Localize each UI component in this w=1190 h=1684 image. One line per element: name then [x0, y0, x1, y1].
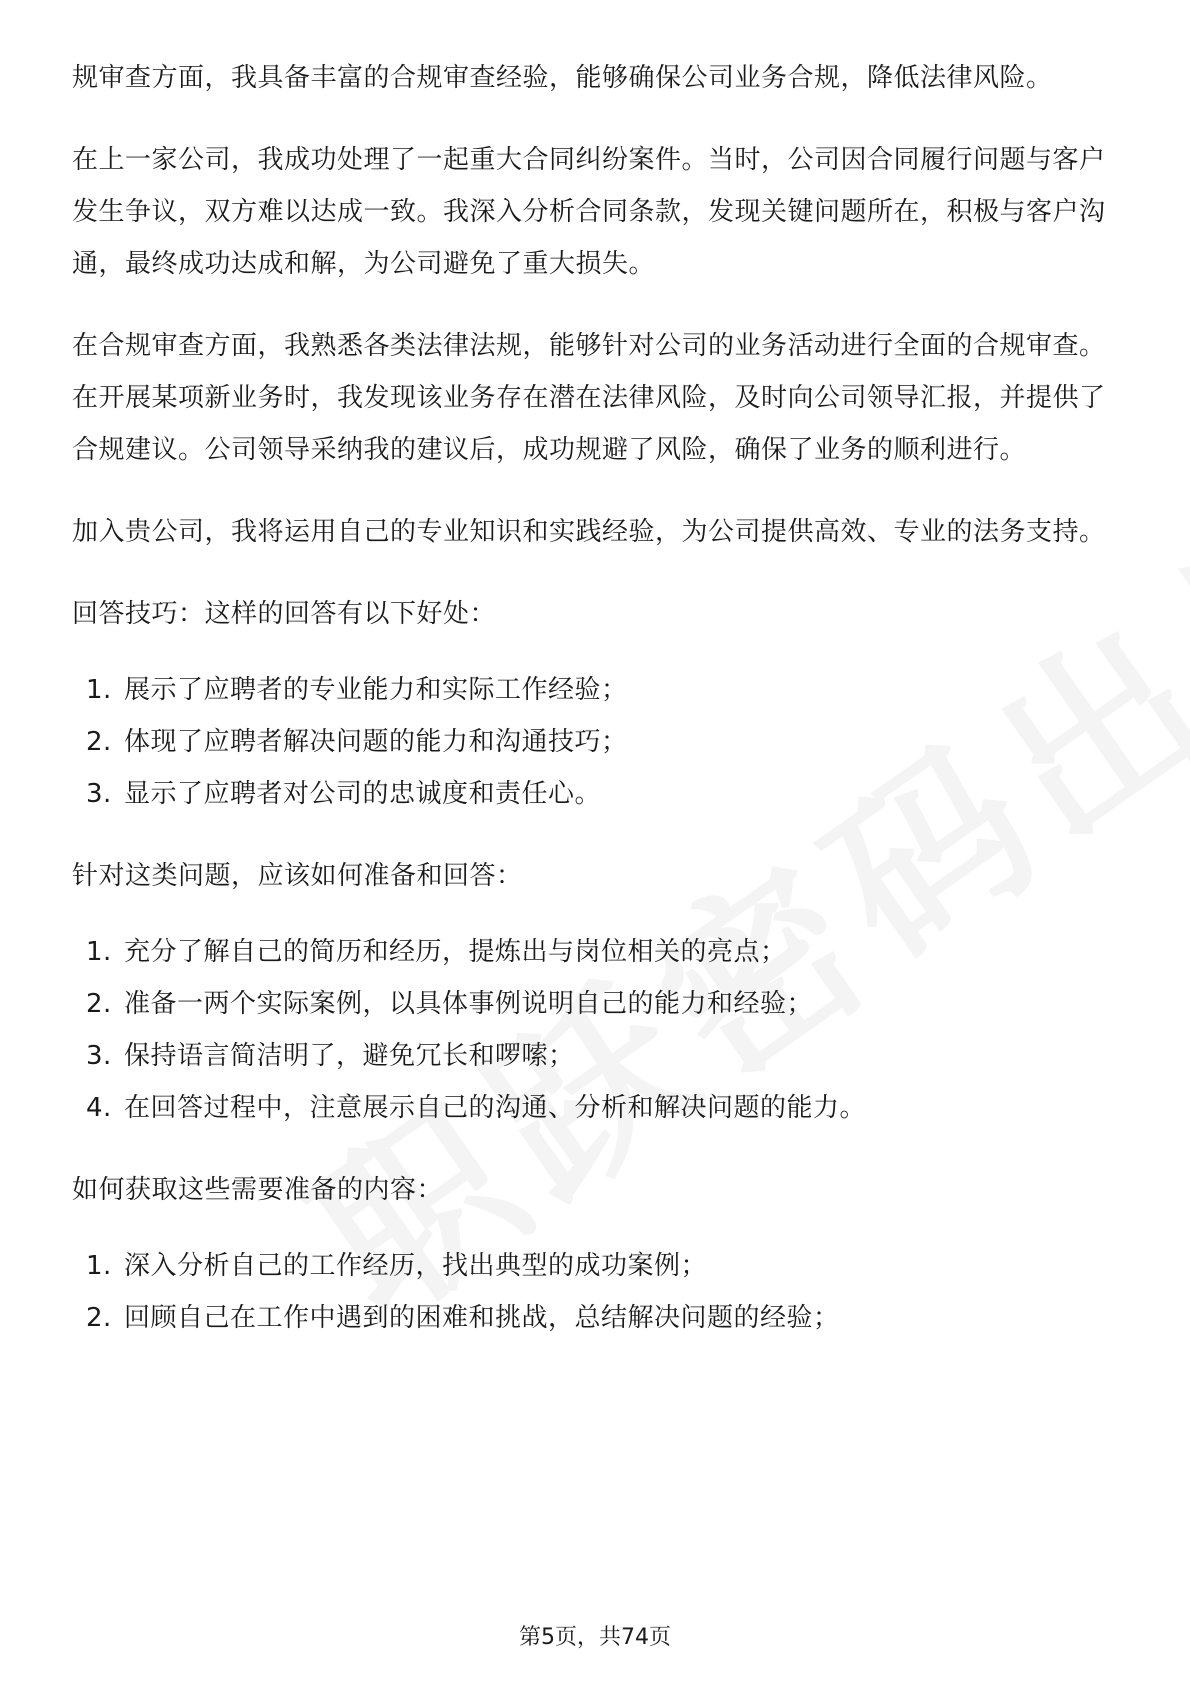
numbered-list — [72, 926, 1122, 1134]
list-item — [72, 1030, 1122, 1082]
numbered-list — [72, 1240, 1122, 1344]
list-item — [72, 1292, 1122, 1344]
list-text: 显示了应聘者对公司的忠诚度和责任心。 — [124, 779, 602, 809]
section-heading: 如何获取这些需要准备的内容： — [72, 1175, 444, 1205]
list-number: 3. — [86, 1041, 112, 1071]
list-number: 1. — [86, 675, 112, 705]
paragraph: 在上一家公司，我成功处理了一起重大合同纠纷案件。当时，公司因合同履行问题与客户发生争议，双方难以达成一致。我深入分析合同条款，发现关键问题所在，积极与客户沟通，最终成功达成和解，为公司避免了重大损失。 — [72, 145, 1106, 279]
list-text: 在回答过程中，注意展示自己的沟通、分析和解决问题的能力。 — [124, 1093, 867, 1123]
list-text: 深入分析自己的工作经历，找出典型的成功案例； — [124, 1251, 708, 1281]
paragraph: 规审查方面，我具备丰富的合规审查经验，能够确保公司业务合规，降低法律风险。 — [72, 63, 1053, 93]
list-number: 2. — [86, 989, 112, 1019]
list-item — [72, 716, 1122, 768]
list-number: 1. — [86, 937, 112, 967]
list-text: 保持语言简洁明了，避免冗长和啰嗦； — [124, 1041, 575, 1071]
list-number: 1. — [86, 1251, 112, 1281]
section-heading: 针对这类问题，应该如何准备和回答： — [72, 861, 523, 891]
list-text: 充分了解自己的简历和经历，提炼出与岗位相关的亮点； — [124, 937, 787, 967]
list-text: 准备一两个实际案例，以具体事例说明自己的能力和经验； — [124, 989, 814, 1019]
list-text: 展示了应聘者的专业能力和实际工作经验； — [124, 675, 628, 705]
list-item — [72, 1240, 1122, 1292]
list-item — [72, 664, 1122, 716]
list-item — [72, 978, 1122, 1030]
list-number: 3. — [86, 779, 112, 809]
list-text: 体现了应聘者解决问题的能力和沟通技巧； — [124, 727, 628, 757]
list-number: 4. — [86, 1093, 112, 1123]
list-number: 2. — [86, 727, 112, 757]
section-heading: 回答技巧：这样的回答有以下好处： — [72, 599, 497, 629]
list-text: 回顾自己在工作中遇到的困难和挑战，总结解决问题的经验； — [124, 1303, 840, 1333]
document-body — [72, 52, 1122, 1374]
list-item — [72, 926, 1122, 978]
paragraph: 在合规审查方面，我熟悉各类法律法规，能够针对公司的业务活动进行全面的合规审查。在开展某项新业务时，我发现该业务存在潜在法律风险，及时向公司领导汇报，并提供了合规建议。公司领导采纳我的建议后，成功规避了风险，确保了业务的顺利进行。 — [72, 331, 1106, 465]
list-item — [72, 1082, 1122, 1134]
numbered-list — [72, 664, 1122, 820]
list-item — [72, 768, 1122, 820]
list-number: 2. — [86, 1303, 112, 1333]
paragraph: 加入贵公司，我将运用自己的专业知识和实践经验，为公司提供高效、专业的法务支持。 — [72, 517, 1106, 547]
page-number: 第5页，共74页 — [519, 1625, 671, 1650]
